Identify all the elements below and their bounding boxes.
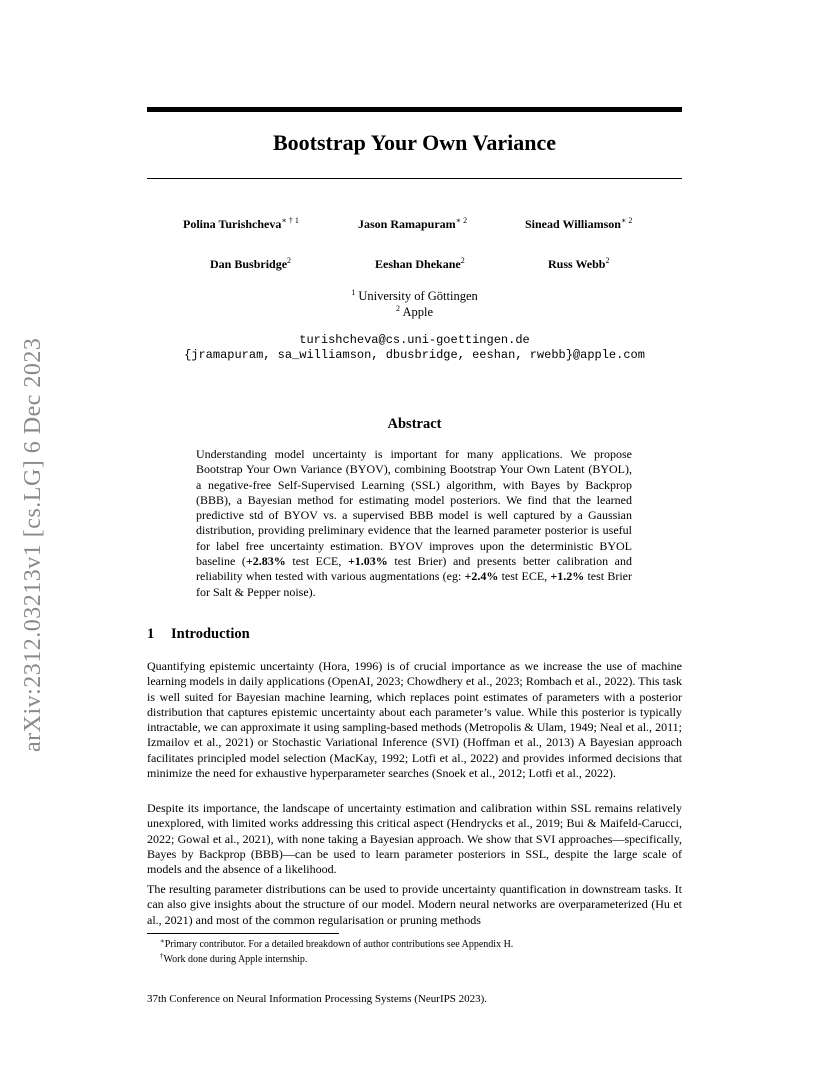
author: [375, 256, 465, 272]
abstract-metric: +2.4%: [464, 569, 499, 584]
arxiv-identifier: arXiv:2312.03213v1 [cs.LG] 6 Dec 2023: [20, 337, 46, 752]
footnote: [160, 952, 307, 965]
footnote-text: Primary contributor. For a detailed breakdown of author contributions see Appendix H.: [164, 939, 514, 950]
author-name: Polina Turishcheva: [183, 217, 282, 231]
footnote-text: Work done during Apple internship.: [163, 954, 308, 965]
author: [358, 216, 467, 232]
body-paragraph: Despite its importance, the landscape of uncertainty estimation and calibration within SSL remains relatively unexplored, with limited works addressing this critical aspect (Hendrycks et al., 2019; Bui & Maifeld-Carucci, 2022; Gowal et al., 2021), with none taking a Bayesian approach. We show that SVI approaches—specifically, Bayes by Backprop (BBB)—can be used to learn parameter posteriors in SSL, despite the large scale of models and the absence of a likelihood.: [147, 801, 682, 877]
abstract-text: test ECE,: [498, 569, 551, 584]
email-line: turishcheva@cs.uni-goettingen.de: [299, 333, 530, 347]
abstract-text: Understanding model uncertainty is important for many applications. We propose Bootstrap Your Own Variance (BYOV), combining Bootstrap Your Own Latent (BYOL), a negative-free Self-Supervised Learning (SSL) algorithm, with Bayes by Backprop (BBB), a Bayesian method for estimating model posteriors. We find that the learned predictive std of BYOV vs. a supervised BBB model is well captured by a Gaussian distribution, providing preliminary evidence that the learned parameter posterior is useful for label free uncertainty estimation. BYOV improves upon the deterministic BYOL baseline (: [196, 447, 632, 569]
author-name: Eeshan Dhekane: [375, 257, 461, 271]
author-mark: ∗ 2: [455, 216, 468, 225]
section-title: Introduction: [171, 626, 250, 642]
abstract-metric: +1.2%: [550, 569, 585, 584]
abstract-text: test Brier for Salt & Pepper noise).: [196, 569, 633, 599]
author: [210, 256, 291, 272]
title-top-rule: [147, 107, 682, 112]
author-mark: 2: [605, 256, 610, 265]
body-paragraph: Quantifying epistemic uncertainty (Hora, 1996) is of crucial importance as we increase the use of machine learning models in daily applications (OpenAI, 2023; Chowdhery et al., 2023; Rombach et al., 2022). This task is well suited for Bayesian machine learning, which replaces point estimates of parameters with a posterior distribution that captures epistemic uncertainty about each parameter’s value. While this posterior is typically intractable, we can approximate it using sampling-based methods (Metropolis & Ulam, 1949; Neal et al., 2011; Izmailov et al., 2021) or Stochastic Variational Inference (SVI) (Hoffman et al., 2013) A Bayesian approach facilitates principled model selection (MacKay, 1992; Lotfi et al., 2022) and provides informed decisions that minimize the need for exhaustive hyperparameter searches (Snoek et al., 2012; Lotfi et al., 2022).: [147, 659, 682, 781]
author: [183, 216, 299, 232]
abstract-metric: +2.83%: [245, 554, 286, 569]
abstract-heading: Abstract: [387, 416, 442, 432]
email-line: {jramapuram, sa_williamson, dbusbridge, eeshan, rwebb}@apple.com: [184, 348, 645, 362]
conference-note: 37th Conference on Neural Information Processing Systems (NeurIPS 2023).: [147, 993, 488, 1005]
affiliation-name: Apple: [402, 305, 433, 319]
footnote: [160, 937, 513, 950]
abstract-text: test ECE,: [285, 554, 348, 569]
section-number: 1: [147, 626, 155, 642]
paper-title: Bootstrap Your Own Variance: [273, 130, 556, 155]
affiliation-mark: 1: [351, 288, 356, 297]
author-mark: 2: [460, 256, 465, 265]
author-mark: ∗ † 1: [281, 216, 299, 225]
affiliation: [147, 288, 682, 304]
affiliation-mark: 2: [396, 304, 400, 313]
author-mark: ∗ 2: [620, 216, 633, 225]
author-mark: 2: [287, 256, 292, 265]
affiliation-name: University of Göttingen: [358, 289, 478, 303]
affiliation: [147, 304, 682, 320]
author-name: Dan Busbridge: [210, 257, 288, 271]
section-heading: [147, 626, 250, 643]
body-paragraph: The resulting parameter distributions can be used to provide uncertainty quantification in downstream tasks. It can also give insights about the structure of our model. Modern neural networks are overparameterized (Hu et al., 2021) and most of the common regularisation or pruning methods: [147, 882, 682, 927]
footnote-mark: ∗: [160, 937, 165, 945]
footnote-mark: †: [160, 952, 164, 960]
title-bottom-rule: [147, 178, 682, 179]
author-name: Russ Webb: [548, 257, 606, 271]
abstract-text: test Brier) and presents better calibration and reliability when tested with various augmentations (eg:: [196, 554, 633, 584]
footnote-rule: [147, 933, 339, 934]
author: [548, 256, 609, 272]
abstract-metric: +1.03%: [347, 554, 388, 569]
author-name: Sinead Williamson: [525, 217, 621, 231]
author: [525, 216, 632, 232]
abstract-body: [196, 447, 632, 600]
author-name: Jason Ramapuram: [358, 217, 456, 231]
